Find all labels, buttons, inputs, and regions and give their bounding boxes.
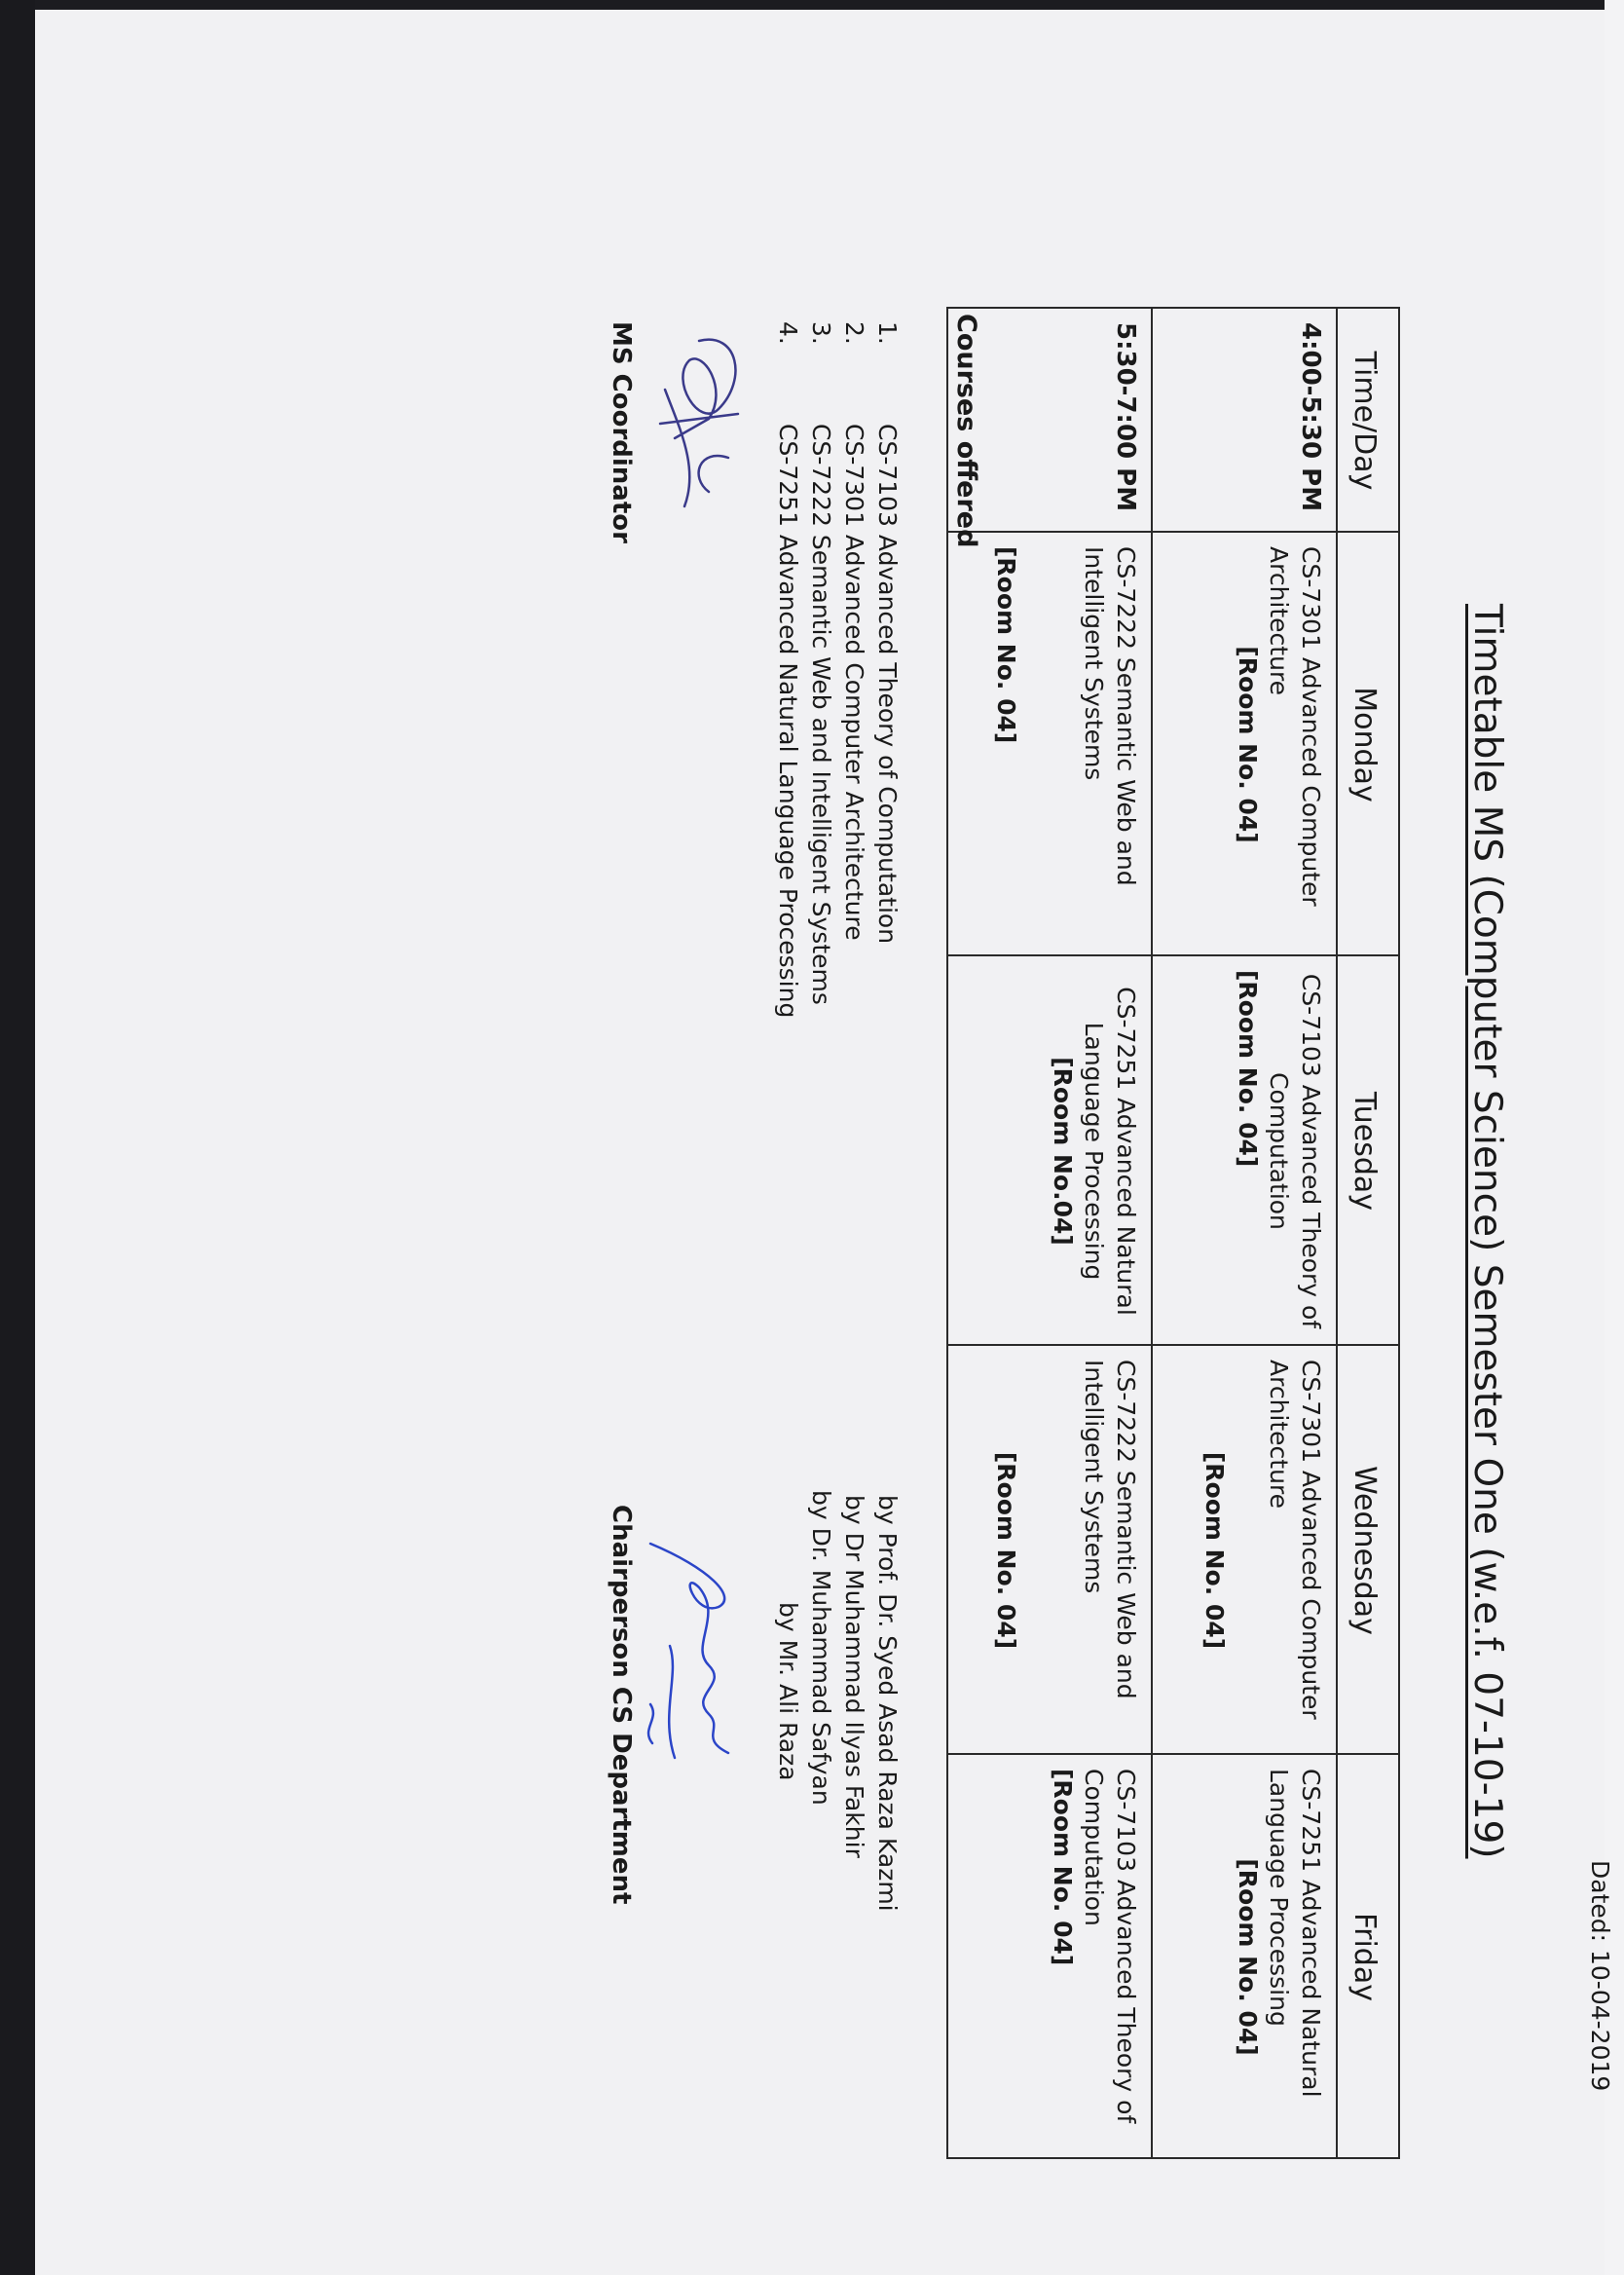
course-text: CS-7251 Advanced Natural Language Processing xyxy=(1080,987,1140,1316)
course-name: CS-7222 Semantic Web and Intelligent Systems xyxy=(807,424,835,1005)
date-stamp: Dated: 10-04-2019 xyxy=(1586,1860,1614,2092)
course-name: CS-7301 Advanced Computer Architecture xyxy=(840,424,868,941)
cell-tuesday xyxy=(947,955,1152,1345)
header-time-day: Time/Day xyxy=(1337,308,1399,532)
cell-wednesday xyxy=(1152,1345,1337,1754)
rotated-sheet xyxy=(397,88,1624,2133)
cell-friday xyxy=(947,1754,1152,2158)
chairperson-label: Chairperson CS Department xyxy=(607,1505,636,1905)
instructor-3: by Dr. Muhammad Safyan xyxy=(807,1490,835,1806)
table-row xyxy=(1152,308,1337,2158)
table-header-row xyxy=(1337,308,1399,2158)
page-title: Timetable MS (Computer Science) Semester One (w.e.f. 07-10-19) xyxy=(1465,604,1509,1859)
instructor-2: by Dr Muhammad Ilyas Fakhir xyxy=(840,1495,868,1858)
time-slot: 5:30-7:00 PM xyxy=(947,308,1152,532)
list-number: 1. xyxy=(873,321,902,345)
room-text: [Room No. 04] xyxy=(1049,1769,1077,1966)
course-text: CS-7222 Semantic Web and Intelligent Systems xyxy=(1080,1360,1140,1699)
instructor-4: by Mr. Ali Raza xyxy=(774,1602,802,1781)
scan-edge-left xyxy=(0,0,35,2275)
list-number: 3. xyxy=(807,321,835,345)
time-slot: 4:00-5:30 PM xyxy=(1152,308,1337,532)
cell-wednesday xyxy=(947,1345,1152,1754)
list-item xyxy=(774,321,802,1018)
cell-tuesday xyxy=(1152,955,1337,1345)
list-number: 4. xyxy=(774,321,802,345)
room-text: [Room No. 04] xyxy=(1234,646,1262,843)
room-text: [Room No. 04] xyxy=(1200,1451,1229,1650)
course-text: CS-7301 Advanced Computer Architecture xyxy=(1265,1360,1325,1720)
timetable xyxy=(946,307,1400,2159)
scan-edge-top xyxy=(0,0,1605,10)
header-wednesday: Wednesday xyxy=(1337,1345,1399,1754)
cell-friday xyxy=(1152,1754,1337,2158)
header-tuesday: Tuesday xyxy=(1337,955,1399,1345)
table-row xyxy=(947,308,1152,2158)
course-text: CS-7103 Advanced Theory of Computation xyxy=(1265,973,1325,1329)
course-name: CS-7251 Advanced Natural Language Processing xyxy=(774,424,802,1019)
cell-monday xyxy=(1152,532,1337,955)
list-item xyxy=(873,321,902,944)
list-item xyxy=(840,321,868,941)
list-number: 2. xyxy=(840,321,868,345)
courses-heading: Courses offered xyxy=(951,314,981,548)
chairperson-signature xyxy=(621,1529,767,1782)
course-text: CS-7103 Advanced Theory of Computation xyxy=(1080,1769,1140,2124)
header-monday: Monday xyxy=(1337,532,1399,955)
course-text: CS-7301 Advanced Computer Architecture xyxy=(1265,546,1325,907)
list-item xyxy=(807,321,835,1005)
document-page xyxy=(35,10,1614,2275)
room-text: [Room No. 04] xyxy=(1234,970,1262,1168)
room-text: [Room No.04] xyxy=(1049,1057,1077,1246)
course-text: CS-7222 Semantic Web and Intelligent Systems xyxy=(1080,546,1140,886)
coordinator-label: MS Coordinator xyxy=(607,321,636,543)
course-name: CS-7103 Advanced Theory of Computation xyxy=(873,424,902,945)
coordinator-signature xyxy=(631,321,757,536)
cell-monday xyxy=(947,532,1152,955)
course-text: CS-7251 Advanced Natural Language Processing xyxy=(1265,1769,1325,2098)
header-friday: Friday xyxy=(1337,1754,1399,2158)
room-text: [Room No. 04] xyxy=(992,546,1020,744)
instructor-1: by Prof. Dr. Syed Asad Raza Kazmi xyxy=(873,1495,902,1912)
room-text: [Room No. 04] xyxy=(1234,1858,1262,2056)
room-text: [Room No. 04] xyxy=(992,1451,1020,1650)
